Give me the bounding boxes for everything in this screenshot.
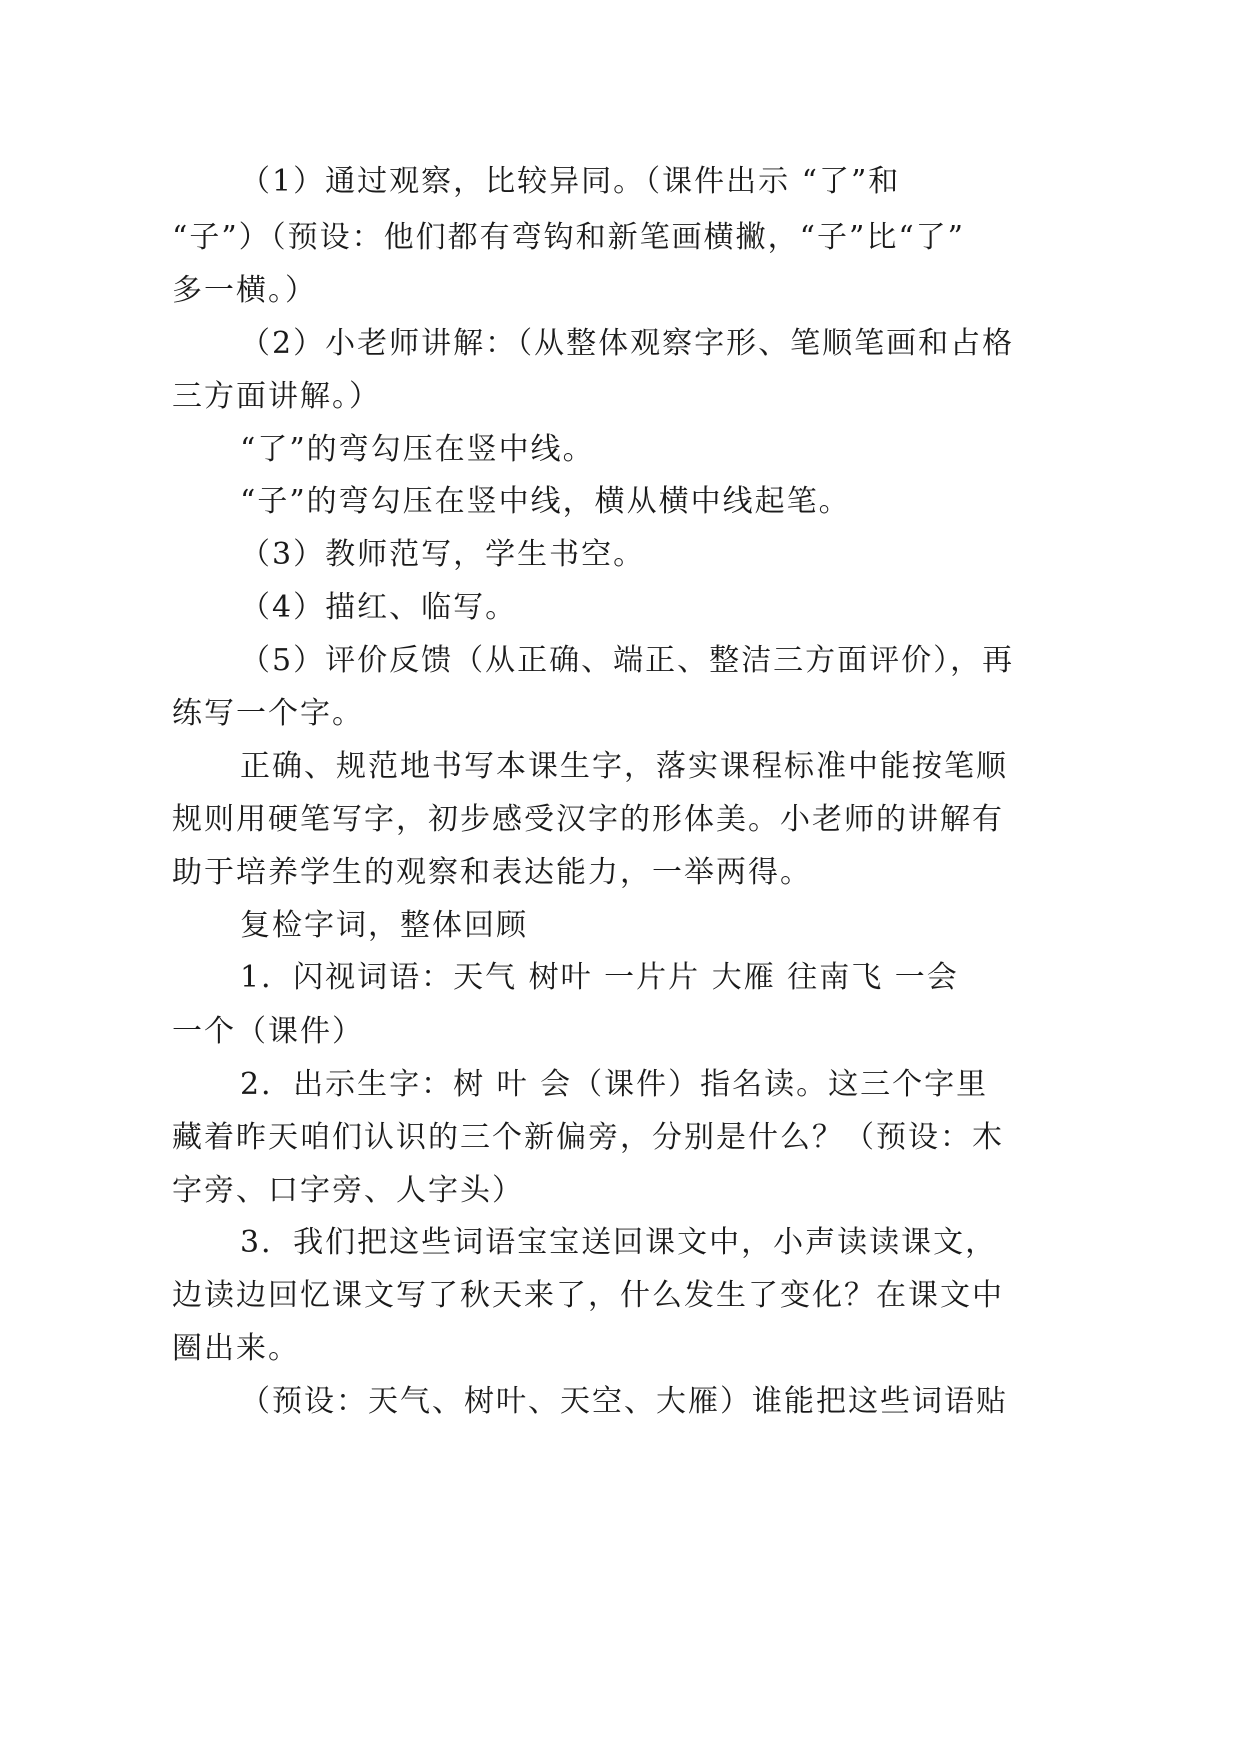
text-line: 3．我们把这些词语宝宝送回课文中，小声读读课文，: [240, 1225, 998, 1260]
text-line: 1．闪视词语：天气 树叶 一片片 大雁 往南飞 一会: [240, 960, 959, 995]
text-line: 正确、规范地书写本课生字，落实课程标准中能按笔顺: [240, 749, 1008, 784]
text-line: 藏着昨天咱们认识的三个新偏旁，分别是什么？（预设：木: [172, 1120, 1004, 1155]
text-line: “子”的弯勾压在竖中线，横从横中线起笔。: [240, 484, 851, 519]
text-line: 2．出示生字：树 叶 会（课件）指名读。这三个字里: [240, 1067, 989, 1102]
text-line: （1）通过观察，比较异同。（课件出示 “了”和: [240, 164, 901, 199]
text-line: 三方面讲解。）: [172, 379, 381, 414]
text-line: 一个（课件）: [172, 1014, 364, 1049]
text-line: 练写一个字。: [172, 696, 364, 731]
text-line: （2）小老师讲解：（从整体观察字形、笔顺笔画和占格: [240, 326, 1015, 361]
text-line: （3）教师范写，学生书空。: [240, 537, 646, 572]
text-line: （5）评价反馈（从正确、端正、整洁三方面评价），再: [240, 643, 1015, 678]
text-line: （4）描红、临写。: [240, 590, 518, 625]
text-line: “子”）（预设：他们都有弯钩和新笔画横撇，“子”比“了”: [172, 220, 966, 255]
text-line: 复检字词，整体回顾: [240, 908, 528, 943]
text-line: （预设：天气、树叶、天空、大雁）谁能把这些词语贴: [240, 1384, 1008, 1419]
text-line: 助于培养学生的观察和表达能力，一举两得。: [172, 855, 812, 890]
text-line: 圈出来。: [172, 1331, 300, 1366]
text-line: 边读边回忆课文写了秋天来了，什么发生了变化？在课文中: [172, 1278, 1004, 1313]
text-line: 多一横。）: [172, 273, 317, 308]
text-line: 字旁、口字旁、人字头）: [172, 1173, 524, 1208]
text-line: “了”的弯勾压在竖中线。: [240, 432, 595, 467]
text-line: 规则用硬笔写字，初步感受汉字的形体美。小老师的讲解有: [172, 802, 1004, 837]
